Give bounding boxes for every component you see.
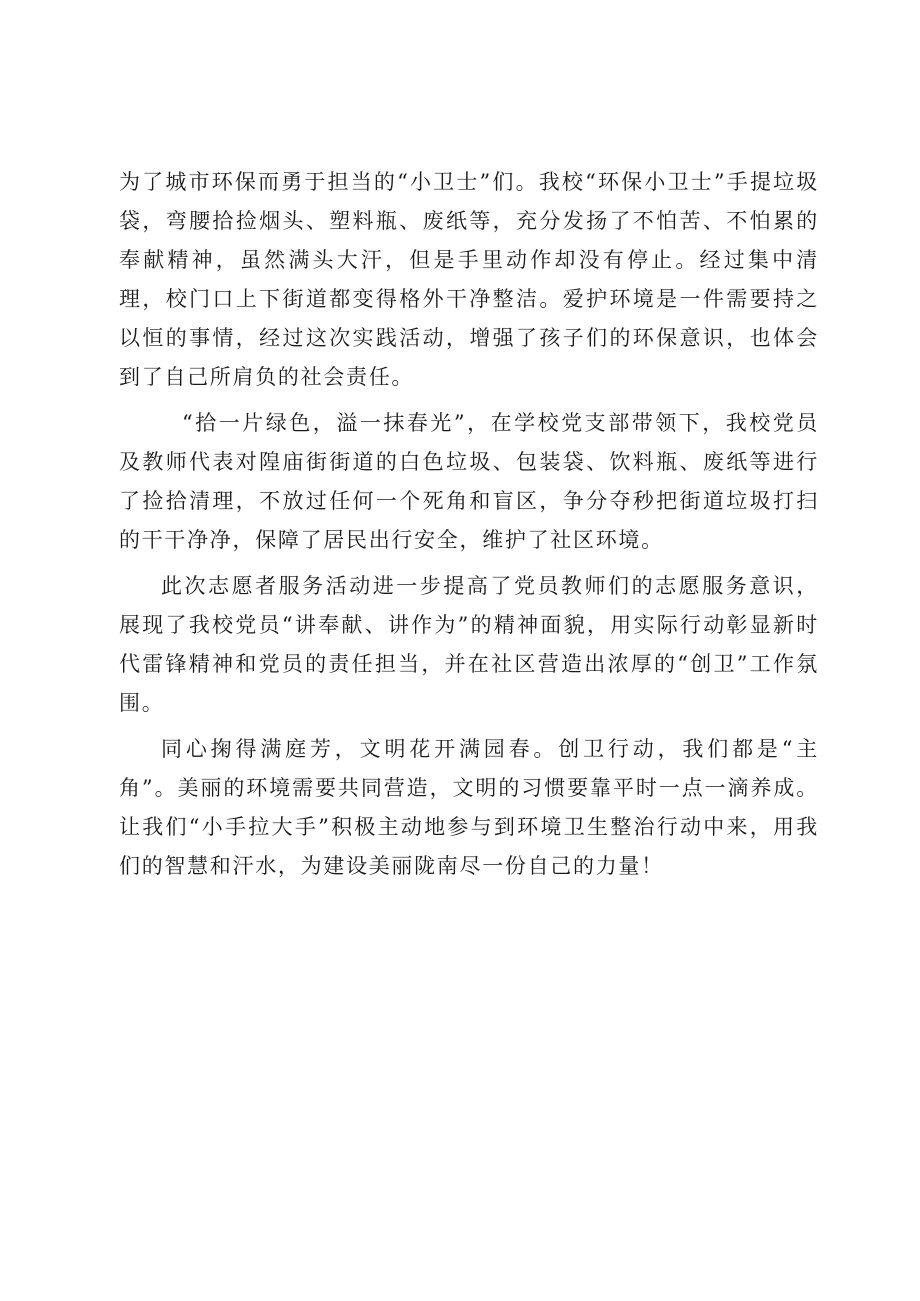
paragraph-4: 同心掬得满庭芳，文明花开满园春。创卫行动，我们都是“主角”。美丽的环境需要共同营造，文明的习惯要靠平时一点一滴养成。让我们“小手拉大手”积极主动地参与到环境卫生整治行动中来，用我们的智慧和汗水，为建设美丽陇南尽一份自己的力量！ [119, 737, 819, 878]
document-body [119, 163, 819, 893]
paragraph-3: 此次志愿者服务活动进一步提高了党员教师们的志愿服务意识，展现了我校党员“讲奉献、讲作为”的精神面貌，用实际行动彰显新时代雷锋精神和党员的责任担当，并在社区营造出浓厚的“创卫”工作氛围。 [119, 574, 819, 715]
paragraph-1: 为了城市环保而勇于担当的“小卫士”们。我校“环保小卫士”手提垃圾袋，弯腰拾捡烟头、塑料瓶、废纸等，充分发扬了不怕苦、不怕累的奉献精神，虽然满头大汗，但是手里动作却没有停止。经过集中清理，校门口上下街道都变得格外干净整洁。爱护环境是一件需要持之以恒的事情，经过这次实践活动，增强了孩子们的环保意识，也体会到了自己所肩负的社会责任。 [119, 170, 819, 389]
paragraph-2: “拾一片绿色，溢一抹春光”，在学校党支部带领下，我校党员及教师代表对隍庙街街道的白色垃圾、包装袋、饮料瓶、废纸等进行了捡拾清理，不放过任何一个死角和盲区，争分夺秒把街道垃圾打扫的干干净净，保障了居民出行安全，维护了社区环境。 [119, 411, 819, 552]
